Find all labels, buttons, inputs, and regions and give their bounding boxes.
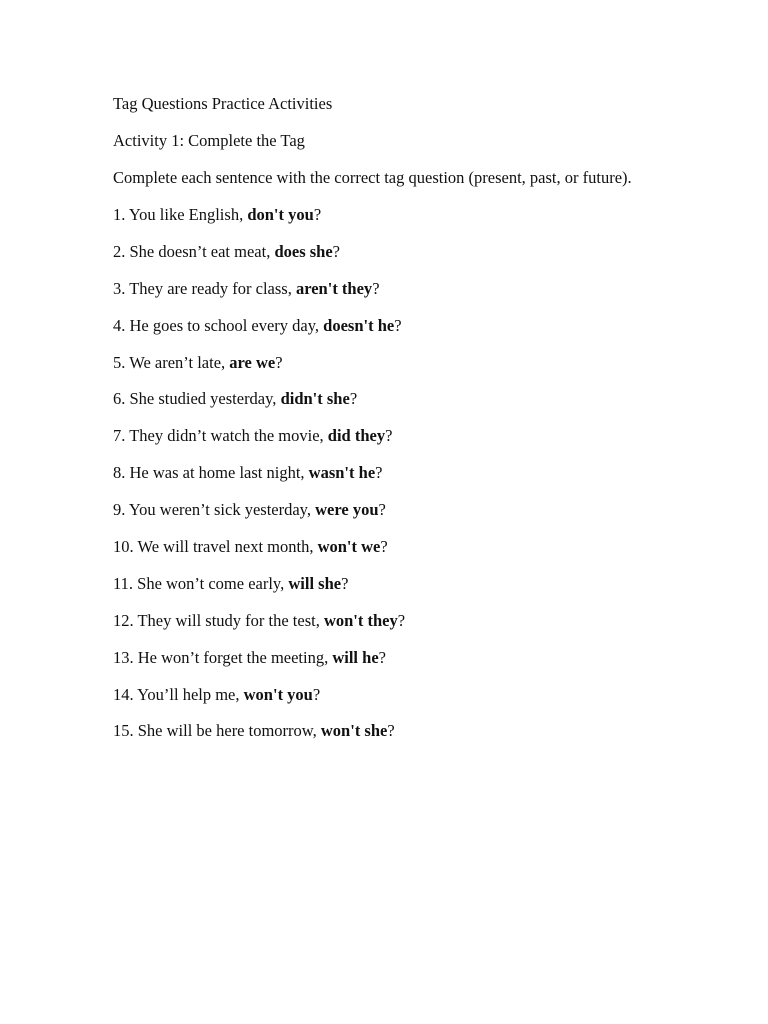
- item-end: ?: [341, 573, 349, 593]
- item-end: ?: [385, 426, 393, 446]
- item-end: ?: [349, 389, 358, 409]
- item-tag: won't they: [323, 610, 398, 630]
- item-end: ?: [380, 537, 388, 557]
- question-item: [113, 498, 653, 522]
- activity-heading: Activity 1: Complete the Tag: [113, 131, 305, 150]
- question-item: [113, 646, 653, 670]
- item-end: ?: [372, 278, 380, 298]
- question-item: [113, 609, 653, 633]
- question-item: [113, 277, 653, 301]
- item-stem: You like English,: [128, 205, 244, 224]
- item-tag: will she: [288, 573, 342, 593]
- item-end: ?: [332, 241, 340, 261]
- item-tag: are we: [229, 352, 276, 372]
- item-stem: She won’t come early,: [137, 573, 285, 593]
- item-number: 5.: [113, 352, 126, 372]
- item-stem: He goes to school every day,: [129, 315, 320, 335]
- item-tag: aren't they: [295, 278, 373, 298]
- item-tag: won't you: [243, 684, 313, 704]
- question-item: [113, 461, 653, 485]
- question-item: [113, 240, 653, 264]
- item-stem: He was at home last night,: [129, 463, 305, 483]
- item-stem: We will travel next month,: [137, 537, 314, 557]
- question-item: [113, 572, 653, 596]
- item-tag: does she: [274, 241, 333, 261]
- item-number: 7.: [113, 426, 126, 446]
- item-number: 8.: [113, 463, 126, 483]
- item-tag: won't we: [317, 537, 381, 557]
- question-list: [113, 203, 653, 743]
- instructions-paragraph: Complete each sentence with the correct tag question (present, past, or future).: [113, 168, 632, 187]
- item-number: 4.: [113, 315, 126, 335]
- item-tag: don't you: [247, 205, 314, 224]
- item-stem: They didn’t watch the movie,: [129, 426, 324, 446]
- item-number: 3.: [113, 278, 126, 298]
- question-item: [113, 535, 653, 559]
- item-number: 12.: [113, 610, 134, 630]
- document-page: [113, 92, 653, 756]
- item-number: 13.: [113, 647, 134, 667]
- question-item: [113, 719, 653, 743]
- question-item: [113, 683, 653, 707]
- question-item: [113, 424, 653, 448]
- item-stem: They are ready for class,: [129, 278, 292, 298]
- item-end: ?: [394, 315, 402, 335]
- item-tag: didn't she: [280, 389, 350, 409]
- item-number: 2.: [113, 241, 126, 261]
- item-number: 11.: [113, 573, 134, 593]
- question-item: [113, 351, 653, 375]
- item-end: ?: [275, 352, 283, 372]
- question-item: [113, 203, 653, 227]
- item-number: 15.: [113, 721, 134, 741]
- item-tag: wasn't he: [308, 463, 376, 483]
- item-stem: We aren’t late,: [129, 352, 226, 372]
- item-number: 1.: [113, 205, 126, 224]
- item-end: ?: [387, 721, 395, 741]
- item-stem: They will study for the test,: [137, 610, 320, 630]
- item-stem: She studied yesterday,: [129, 389, 277, 409]
- item-end: ?: [397, 610, 406, 630]
- item-tag: won't she: [320, 721, 388, 741]
- item-end: ?: [378, 647, 386, 667]
- question-item: [113, 387, 653, 411]
- item-stem: You’ll help me,: [137, 684, 240, 704]
- item-stem: She will be here tomorrow,: [137, 721, 317, 741]
- item-tag: doesn't he: [323, 315, 395, 335]
- item-stem: You weren’t sick yesterday,: [128, 500, 311, 520]
- item-end: ?: [312, 684, 321, 704]
- question-item: [113, 314, 653, 338]
- item-end: ?: [375, 463, 383, 483]
- item-stem: He won’t forget the meeting,: [137, 647, 329, 667]
- item-end: ?: [378, 500, 386, 520]
- item-tag: did they: [327, 426, 386, 446]
- item-number: 10.: [113, 537, 134, 557]
- document-title: Tag Questions Practice Activities: [113, 94, 333, 113]
- item-number: 6.: [113, 389, 126, 409]
- item-tag: will he: [332, 647, 379, 667]
- item-number: 14.: [113, 684, 134, 704]
- item-stem: She doesn’t eat meat,: [129, 241, 271, 261]
- item-end: ?: [313, 205, 322, 224]
- item-tag: were you: [315, 500, 379, 520]
- item-number: 9.: [113, 500, 126, 520]
